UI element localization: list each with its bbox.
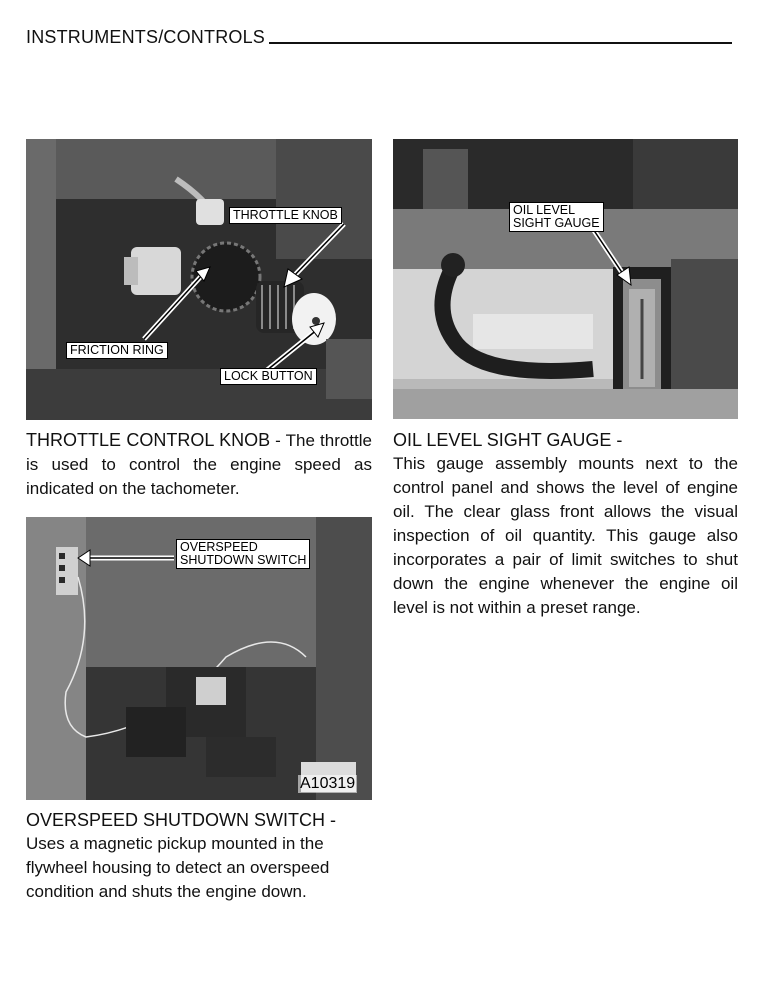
throttle-caption-title: THROTTLE CONTROL KNOB [26, 430, 271, 450]
section-title: INSTRUMENTS/CONTROLS [26, 27, 266, 47]
throttle-caption [26, 428, 372, 501]
overspeed-caption-title: OVERSPEED SHUTDOWN SWITCH - [26, 810, 337, 830]
oil-gauge-callout-line2: SIGHT GAUGE [513, 216, 600, 230]
overspeed-switch-photo [26, 517, 372, 800]
throttle-knob-callout: THROTTLE KNOB [229, 207, 342, 224]
oil-gauge-callout [509, 202, 604, 232]
oil-gauge-caption-title: OIL LEVEL SIGHT GAUGE - [393, 430, 623, 450]
page-header [26, 24, 732, 48]
oil-sight-gauge-illustration [393, 139, 738, 419]
overspeed-caption-text: Uses a magnetic pickup mounted in the flywheel housing to detect an overspeed condition and shuts the engine down. [26, 834, 330, 901]
overspeed-switch-callout [176, 539, 310, 569]
oil-gauge-caption [393, 428, 738, 620]
header-rule [269, 42, 732, 44]
throttle-caption-text: - The throttle is used to control the engine speed as indicated on the tachometer. [26, 431, 372, 498]
oil-sight-gauge-photo [393, 139, 738, 419]
photo-code: A10319 [300, 775, 356, 792]
throttle-knob-photo [26, 139, 372, 420]
oil-gauge-caption-text: This gauge assembly mounts next to the control panel and shows the level of engine oil. The clear glass front allows the visual inspection of oil quantity. This gauge also incorporates a pair of limit switches to shut down the engine whenever the engine oil level is not within a preset range. [393, 454, 738, 617]
oil-gauge-callout-line1: OIL LEVEL [513, 203, 576, 217]
overspeed-callout-line2: SHUTDOWN SWITCH [180, 553, 307, 567]
throttle-knob-illustration [26, 139, 372, 420]
overspeed-callout-line1: OVERSPEED [180, 540, 258, 554]
lock-button-callout: LOCK BUTTON [220, 368, 317, 385]
friction-ring-callout: FRICTION RING [66, 342, 168, 359]
overspeed-caption [26, 808, 376, 904]
